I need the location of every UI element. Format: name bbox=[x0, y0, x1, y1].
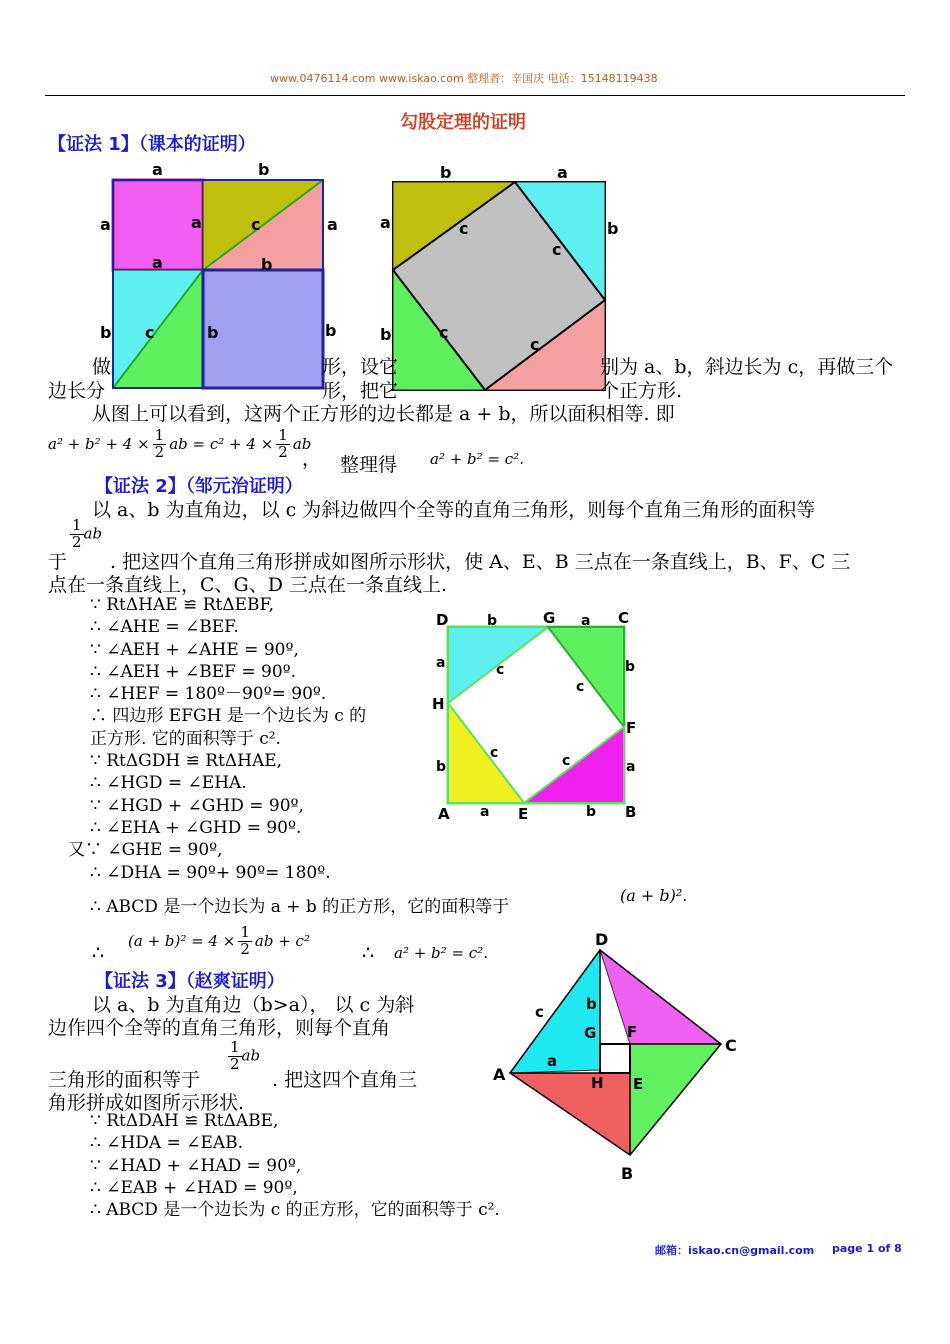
proof2-abcd-line: ∴ ABCD 是一个边长为 a + b 的正方形，它的面积等于 bbox=[90, 897, 510, 917]
label-c: c bbox=[535, 1003, 544, 1021]
label-b-left: b bbox=[380, 325, 392, 344]
point-h: H bbox=[591, 1074, 604, 1092]
label-b: b bbox=[487, 613, 498, 629]
page-title: 勾股定理的证明 bbox=[400, 112, 526, 133]
point-f: F bbox=[627, 1023, 638, 1041]
proof1-line2-mid: 形，把它 bbox=[322, 380, 399, 402]
label-b: b bbox=[586, 995, 597, 1013]
point-e: E bbox=[633, 1075, 644, 1093]
point-g: G bbox=[543, 609, 556, 627]
point-c: C bbox=[618, 609, 630, 627]
proof2-figure bbox=[430, 605, 645, 825]
proof2-line1: 以 a、b 为直角边，以 c 为斜边做四个全等的直角三角形，则每个直角三角形的面积等 bbox=[92, 499, 816, 521]
label-c: c bbox=[490, 745, 499, 761]
point-e: E bbox=[518, 805, 529, 823]
proof3-line3-end: . 把这四个直角三 bbox=[272, 1069, 418, 1091]
proof1-zhengli: 整理得 bbox=[340, 454, 398, 476]
proof1-result: a² + b² = c². bbox=[430, 450, 524, 468]
label-c-bottom: c bbox=[145, 323, 155, 342]
label-c-3: c bbox=[439, 323, 449, 342]
proof2-line2-start: 于 bbox=[48, 551, 68, 573]
proof3-heading: 【证法 3】（赵爽证明） bbox=[95, 971, 285, 992]
label-b: b bbox=[625, 659, 636, 675]
point-a: A bbox=[438, 805, 450, 823]
proof2-abcd-expr: (a + b)². bbox=[620, 886, 688, 905]
footer-page-number: page 1 of 8 bbox=[832, 1242, 902, 1255]
label-c: c bbox=[576, 679, 585, 695]
label-a: a bbox=[581, 613, 591, 629]
label-a-top: a bbox=[152, 160, 163, 179]
proof2-line3: 点在一条直线上，C、G、D 三点在一条直线上. bbox=[48, 574, 448, 596]
label-c: c bbox=[496, 662, 505, 678]
proof2-frac: $\frac{1}{2}$ ab bbox=[72, 516, 103, 551]
label-a-left: a bbox=[100, 215, 111, 234]
point-c: C bbox=[725, 1036, 737, 1055]
label-a: a bbox=[626, 759, 636, 775]
proof3-steps bbox=[90, 1110, 500, 1221]
proof3-frac: $\frac{1}{2}$ ab bbox=[230, 1038, 261, 1073]
square-b bbox=[203, 270, 323, 388]
proof3-line2: 边作四个全等的直角三角形，则每个直角 bbox=[48, 1017, 391, 1039]
step: ∴ ∠DHA = 90º+ 90º= 180º. bbox=[90, 862, 331, 883]
formula-end: ab bbox=[292, 435, 312, 454]
proof1-heading: 【证法 1】（课本的证明） bbox=[48, 134, 256, 155]
proof3-figure bbox=[485, 925, 745, 1190]
label-a-mid: a bbox=[191, 213, 202, 232]
label-a: a bbox=[480, 804, 490, 820]
step: ∴ ∠HGD = ∠EHA. bbox=[90, 773, 247, 794]
proof1-figure-left bbox=[95, 160, 345, 410]
step: ∴ ∠AHE = ∠BEF. bbox=[90, 617, 239, 638]
step: ∵ ∠AEH + ∠AHE = 90º, bbox=[90, 639, 299, 660]
formula-left: a² + b² + 4 × bbox=[48, 435, 150, 454]
header-rule bbox=[45, 95, 905, 96]
point-b: B bbox=[625, 803, 637, 821]
step: ∵ RtΔDAH ≌ RtΔABE, bbox=[90, 1111, 279, 1131]
label-b-top: b bbox=[258, 160, 270, 179]
footer-email: 邮箱：iskao.cn@gmail.com bbox=[655, 1244, 815, 1257]
label-c-4: c bbox=[530, 335, 540, 354]
formula-mid: ab = c² + 4 × bbox=[169, 435, 274, 454]
proof1-formula bbox=[48, 428, 311, 461]
label-b-top: b bbox=[440, 163, 452, 182]
label-a-left: a bbox=[380, 213, 391, 232]
proof1-line1-start: 做 bbox=[92, 356, 112, 378]
fraction-half-2: $\frac{1}{2}$ bbox=[278, 426, 288, 461]
label-b-right: b bbox=[607, 219, 619, 238]
step: 又∵ ∠GHE = 90º, bbox=[68, 840, 223, 861]
step: ∴ ∠HDA = ∠EAB. bbox=[90, 1133, 244, 1154]
point-d: D bbox=[595, 930, 609, 949]
point-a: A bbox=[493, 1065, 506, 1084]
label-a-inner: a bbox=[152, 253, 163, 272]
label-b-right: b bbox=[325, 321, 337, 340]
step: ∵ ∠HAD + ∠HAD = 90º, bbox=[90, 1155, 302, 1176]
point-g: G bbox=[584, 1024, 597, 1042]
step: ∴ ∠AEH + ∠BEF = 90º. bbox=[90, 661, 297, 682]
step: ∵ RtΔGDH ≌ RtΔHAE, bbox=[90, 751, 283, 772]
step: ∴ ∠HEF = 180º－90º= 90º. bbox=[90, 684, 327, 705]
proof3-line1: 以 a、b 为直角边（b>a）， 以 c 为斜 bbox=[92, 994, 415, 1016]
proof3-line4: 角形拼成如图所示形状. bbox=[48, 1092, 245, 1114]
label-a: a bbox=[547, 1052, 558, 1070]
proof2-line2: . 把这四个直角三角形拼成如图所示形状，使 A、E、B 三点在一条直线上，B、F、C 三 bbox=[110, 551, 851, 573]
proof2-result: a² + b² = c². bbox=[394, 944, 488, 962]
label-b-mid: b bbox=[207, 323, 219, 342]
step: ∴ ABCD 是一个边长为 c 的正方形，它的面积等于 c². bbox=[90, 1200, 500, 1221]
label-b: b bbox=[586, 804, 597, 820]
step: ∴ ∠EAB + ∠HAD = 90º, bbox=[90, 1177, 298, 1198]
step: ∵ RtΔHAE ≌ RtΔEBF, bbox=[90, 595, 275, 615]
proof1-line2-end: 个正方形. bbox=[600, 380, 683, 402]
step: ∴ 四边形 EFGH 是一个边长为 c 的 bbox=[90, 706, 367, 727]
point-b: B bbox=[621, 1164, 634, 1183]
proof1-line3: 从图上可以看到，这两个正方形的边长都是 a + b，所以面积相等. 即 bbox=[92, 403, 675, 425]
point-f: F bbox=[626, 719, 637, 737]
proof2-therefore-1: ∴ bbox=[92, 942, 105, 964]
proof2-heading: 【证法 2】（邹元治证明） bbox=[95, 476, 303, 497]
fraction-half: $\frac{1}{2}$ bbox=[154, 426, 165, 461]
proof2-therefore-2: ∴ bbox=[362, 942, 375, 964]
label-b: b bbox=[436, 759, 447, 775]
label-a-right: a bbox=[327, 215, 338, 234]
proof2-equation: (a + b)² = 4 × $\frac{1}{2}$ ab + c² bbox=[128, 923, 310, 958]
proof1-figure-right bbox=[375, 160, 619, 400]
label-a-top: a bbox=[557, 163, 568, 182]
label-b-inner: b bbox=[261, 255, 273, 274]
step: ∴ ∠EHA + ∠GHD = 90º. bbox=[90, 817, 302, 838]
label-c-1: c bbox=[459, 219, 469, 238]
proof1-line2-start: 边长分 bbox=[48, 380, 106, 402]
inner-square-gfeh bbox=[600, 1044, 630, 1073]
step: 正方形. 它的面积等于 c². bbox=[90, 728, 281, 749]
proof1-comma: ， bbox=[302, 448, 322, 470]
label-a: a bbox=[436, 655, 446, 671]
proof1-line1-end: 别为 a、b，斜边长为 c，再做三个 bbox=[600, 356, 894, 378]
step: ∵ ∠HGD + ∠GHD = 90º, bbox=[90, 795, 304, 816]
label-c: c bbox=[562, 753, 571, 769]
page-header: www.0476114.com www.iskao.com 整理者：辛国庆 电话：15148119438 bbox=[270, 72, 658, 85]
label-c-top: c bbox=[251, 215, 261, 234]
point-d: D bbox=[436, 611, 449, 629]
proof1-line1-mid: 形，设它 bbox=[322, 356, 399, 378]
label-b-left: b bbox=[100, 323, 112, 342]
proof2-steps bbox=[68, 594, 367, 884]
label-c-2: c bbox=[552, 240, 562, 259]
proof3-line3-start: 三角形的面积等于 bbox=[48, 1069, 201, 1091]
point-h: H bbox=[432, 695, 445, 713]
